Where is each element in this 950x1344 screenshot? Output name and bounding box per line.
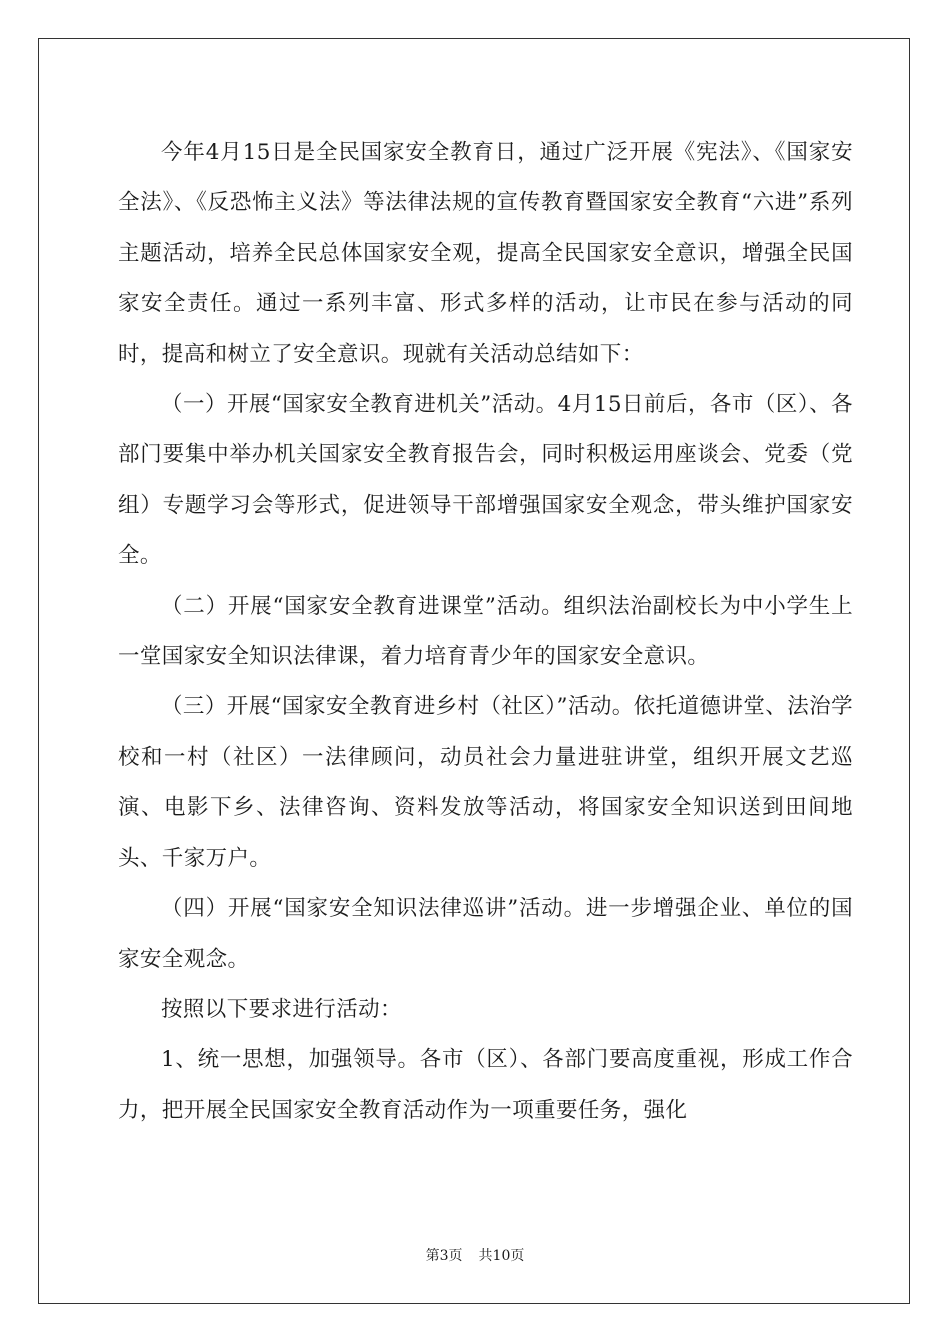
- page-footer: [0, 1247, 950, 1265]
- paragraph-requirements-intro: 按照以下要求进行活动：: [161, 996, 402, 1022]
- paragraph-requirement-1: 1、统一思想，加强领导。各市（区）、各部门要高度重视，形成工作合力，把开展全民国家安全教育活动作为一项重要任务，强化: [118, 1047, 853, 1123]
- paragraph-intro: 今年4月15日是全民国家安全教育日，通过广泛开展《宪法》、《国家安全法》、《反恐怖主义法》等法律法规的宣传教育暨国家安全教育“六进”系列主题活动，培养全民总体国家安全观，提高全民国家安全意识，增强全民国家安全责任。通过一系列丰富、形式多样的活动，让市民在参与活动的同时，提高和树立了安全意识。现就有关活动总结如下：: [118, 140, 853, 367]
- page-number: 第3页: [425, 1248, 463, 1264]
- paragraph-item-3: （三）开展“国家安全教育进乡村（社区）”活动。依托道德讲堂、法治学校和一村（社区）一法律顾问，动员社会力量进驻讲堂，组织开展文艺巡演、电影下乡、法律咨询、资料发放等活动，将国家安全知识送到田间地头、千家万户。: [118, 694, 853, 871]
- paragraph-item-4: （四）开展“国家安全知识法律巡讲”活动。进一步增强企业、单位的国家安全观念。: [118, 896, 853, 972]
- page-total: 共10页: [478, 1248, 525, 1264]
- paragraph-item-2: （二）开展“国家安全教育进课堂”活动。组织法治副校长为中小学生上一堂国家安全知识法律课，着力培育青少年的国家安全意识。: [118, 593, 853, 670]
- paragraph-item-1: （一）开展“国家安全教育进机关”活动。4月15日前后，各市（区）、各部门要集中举办机关国家安全教育报告会，同时积极运用座谈会、党委（党组）专题学习会等形式，促进领导干部增强国家安全观念，带头维护国家安全。: [118, 392, 853, 569]
- document-body: [118, 128, 853, 1136]
